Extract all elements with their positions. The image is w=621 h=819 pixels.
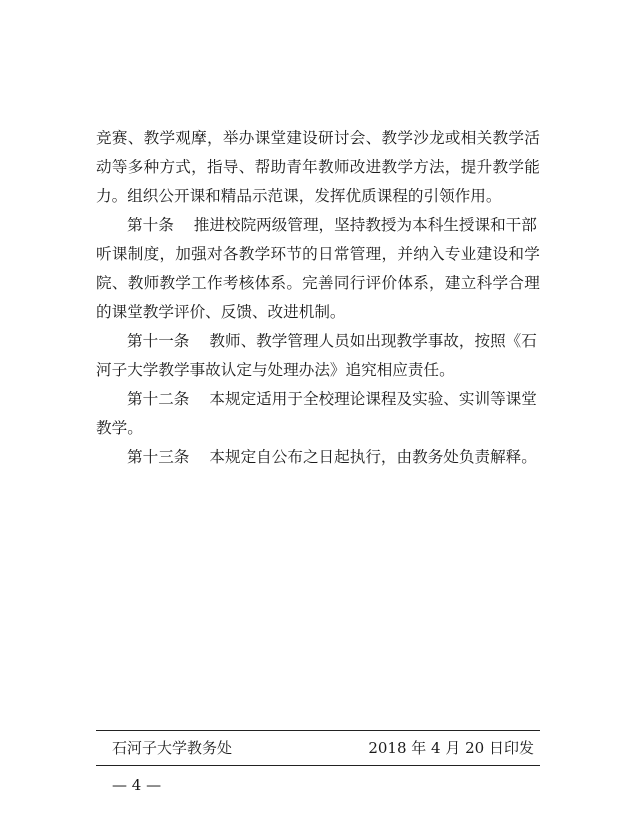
issue-date: 2018 年 4 月 20 日印发 bbox=[368, 739, 534, 757]
article-first-line bbox=[96, 327, 540, 356]
article-text: 教师、教学管理人员如出现教学事故，按照《石 bbox=[209, 332, 537, 350]
article-text: 本规定自公布之日起执行，由教务处负责解释。 bbox=[209, 448, 537, 466]
text-line: 力。组织公开课和精品示范课，发挥优质课程的引领作用。 bbox=[96, 187, 502, 205]
text-line: 竞 赛 、 教 学 观 摩 ， 举 办 课 堂 建 设 研 讨 会 、 教 学 沙 龙 或 相 关 教 学 活 bbox=[96, 129, 540, 147]
footer-bottom-rule bbox=[96, 765, 540, 766]
article-number: 第十一条 bbox=[127, 332, 190, 350]
article-number: 第十条 bbox=[127, 216, 174, 234]
text-line: 的课堂教学评价、反馈、改进机制。 bbox=[96, 303, 346, 321]
article-first-line bbox=[96, 443, 540, 472]
article-number: 第十三条 bbox=[127, 448, 190, 466]
page-number: — 4 — bbox=[112, 776, 162, 794]
text-line: 听 课 制 度 ， 加 强 对 各 教 学 环 节 的 日 常 管 理 ， 并 纳 入 专 业 建 设 和 学 bbox=[96, 245, 540, 263]
text-line: 院 、 教 师 教 学 工 作 考 核 体 系 。 完 善 同 行 评 价 体 系 ， 建 立 科 学 合 理 bbox=[96, 274, 540, 292]
article-first-line bbox=[96, 385, 540, 414]
footer-top-rule bbox=[96, 730, 540, 731]
issuance-line bbox=[112, 736, 534, 760]
text-line: 河子大学教学事故认定与处理办法》追究相应责任。 bbox=[96, 361, 455, 379]
issuer-name: 石河子大学教务处 bbox=[112, 739, 233, 757]
article-text: 推进校院两级管理，坚持教授为本科生授课和干部 bbox=[193, 216, 537, 234]
text-line: 教学。 bbox=[96, 419, 143, 437]
article-first-line bbox=[96, 211, 540, 240]
document-body bbox=[96, 124, 540, 472]
article-text: 本规定适用于全校理论课程及实验、实训等课堂 bbox=[209, 390, 537, 408]
text-line: 动 等 多 种 方 式 ， 指 导 、 帮 助 青 年 教 师 改 进 教 学 方 法 ， 提 升 教 学 能 bbox=[96, 158, 540, 176]
article-number: 第十二条 bbox=[127, 390, 190, 408]
